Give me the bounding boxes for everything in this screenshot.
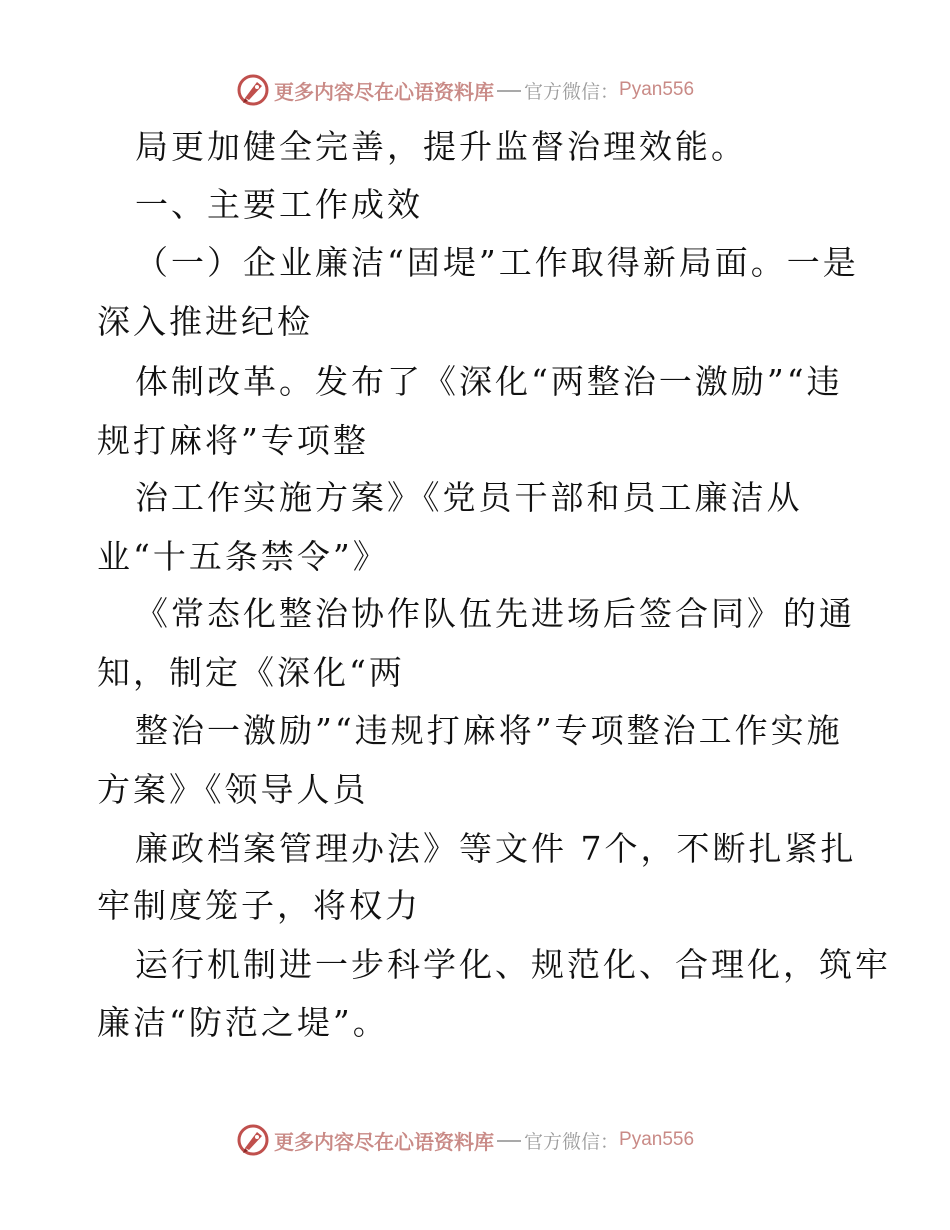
watermark-main-text: 更多内容尽在心语资料库 — [274, 1129, 494, 1154]
watermark-dash — [497, 1140, 521, 1142]
watermark-side-text: 官方微信： — [524, 80, 620, 103]
text-line: 深入推进纪检 — [97, 302, 313, 341]
text-line: 业“十五条禁令”》 — [97, 537, 389, 576]
watermark-main-text: 更多内容尽在心语资料库 — [274, 79, 494, 104]
text-line: 体制改革。发布了《深化“两整治一激励”“违 — [135, 362, 843, 401]
text-line: 知，制定《深化“两 — [97, 653, 405, 692]
text-line: 廉政档案管理办法》等文件 7个，不断扎紧扎 — [135, 829, 857, 868]
text-line: （一）企业廉洁“固堤”工作取得新局面。一是 — [135, 243, 859, 282]
text-line: 牢制度笼子，将权力 — [97, 886, 421, 925]
watermark-wechat-id: Pyan556 — [619, 1129, 695, 1150]
section-heading: 一、主要工作成效 — [135, 185, 423, 224]
pen-nib-logo-icon — [236, 1123, 270, 1157]
watermark-side-text: 官方微信： — [524, 1130, 620, 1153]
text-line: 《常态化整治协作队伍先进场后签合同》的通 — [135, 594, 855, 633]
watermark-wechat-id: Pyan556 — [619, 79, 695, 100]
footer-watermark — [236, 1122, 694, 1158]
text-line: 运行机制进一步科学化、规范化、合理化，筑牢 — [135, 945, 891, 984]
text-line: 规打麻将”专项整 — [97, 421, 369, 460]
text-line: 整治一激励”“违规打麻将”专项整治工作实施 — [135, 711, 843, 750]
text-line: 治工作实施方案》《党员干部和员工廉洁从 — [135, 478, 803, 517]
text-line: 方案》《领导人员 — [97, 770, 369, 809]
text-line: 廉洁“防范之堤”。 — [97, 1003, 389, 1042]
text-line: 局更加健全完善，提升监督治理效能。 — [135, 127, 747, 166]
